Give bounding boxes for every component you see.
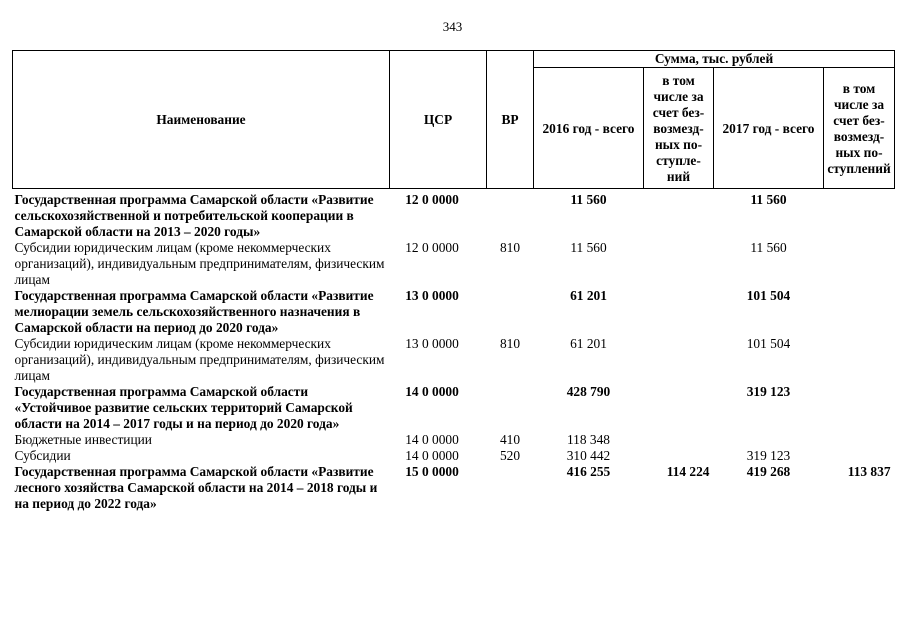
row-2017-total	[714, 432, 824, 448]
header-csr: ЦСР	[390, 51, 487, 189]
table-row	[13, 336, 895, 384]
row-2017-total: 11 560	[750, 192, 787, 207]
row-2016-free	[644, 189, 714, 241]
row-vr	[487, 384, 534, 432]
row-name: Государственная программа Самарской области «Развитие мелиорации земель сельскохозяйственного назначения в Самарской области на период до 2020 года»	[14, 288, 374, 335]
row-vr: 810	[499, 336, 521, 351]
row-2017-total: 101 504	[746, 336, 791, 351]
row-vr: 520	[499, 448, 521, 463]
table-body	[13, 189, 895, 513]
table-row	[13, 288, 895, 336]
row-2016-free	[644, 240, 714, 288]
row-2017-total: 11 560	[750, 240, 787, 255]
row-csr: 12 0 0000	[405, 240, 459, 255]
row-csr: 14 0 0000	[405, 384, 459, 399]
table-row	[13, 384, 895, 432]
row-2016-free	[644, 288, 714, 336]
page-number: 343	[442, 19, 463, 34]
row-2016-total: 61 201	[570, 336, 607, 351]
row-vr	[487, 464, 534, 512]
row-name: Бюджетные инвестиции	[14, 432, 152, 447]
header-2017-total: 2017 год - всего	[714, 68, 824, 189]
header-2017-free: в том числе за счет без-возмезд-ных по-ступлений	[824, 68, 895, 189]
row-2016-total: 428 790	[566, 384, 611, 399]
row-2016-total: 118 348	[566, 432, 611, 447]
table-row	[13, 240, 895, 288]
row-name: Государственная программа Самарской области «Развитие лесного хозяйства Самарской области на 2014 – 2018 годы и на период до 2022 года»	[14, 464, 378, 511]
row-2017-total: 319 123	[746, 448, 791, 463]
table-row	[13, 189, 895, 241]
row-name: Субсидии	[14, 448, 71, 463]
header-name: Наименование	[13, 51, 390, 189]
row-2017-free	[824, 189, 895, 241]
row-2017-free: 113 837	[847, 464, 891, 479]
row-2017-free	[824, 432, 895, 448]
row-2016-free: 114 224	[666, 464, 710, 479]
row-name: Государственная программа Самарской области «Устойчивое развитие сельских территорий Самарской области на 2014 – 2017 годы и на период до 2020 года»	[14, 384, 353, 431]
row-2017-free	[824, 336, 895, 384]
header-2016-total: 2016 год - всего	[534, 68, 644, 189]
row-2016-free	[644, 432, 714, 448]
row-csr: 12 0 0000	[405, 192, 459, 207]
row-2016-total: 61 201	[570, 288, 607, 303]
header-2016-free: в том числе за счет без-возмезд-ных по-ступле-ний	[644, 68, 714, 189]
budget-table	[12, 50, 895, 512]
header-sum: Сумма, тыс. рублей	[534, 51, 895, 68]
row-csr: 13 0 0000	[405, 336, 459, 351]
row-vr: 410	[499, 432, 521, 447]
row-csr: 15 0 0000	[405, 464, 459, 479]
row-2017-total: 419 268	[746, 464, 791, 479]
row-2016-free	[644, 448, 714, 464]
row-name: Субсидии юридическим лицам (кроме некоммерческих организаций), индивидуальным предпринимателям, физическим лицам	[14, 240, 385, 287]
row-2017-total: 319 123	[746, 384, 791, 399]
table-row	[13, 464, 895, 512]
row-vr	[487, 189, 534, 241]
row-csr: 14 0 0000	[405, 448, 459, 463]
row-csr: 14 0 0000	[405, 432, 459, 447]
row-2016-free	[644, 336, 714, 384]
row-vr	[487, 288, 534, 336]
row-2016-total: 11 560	[570, 192, 607, 207]
row-2017-free	[824, 288, 895, 336]
row-2016-total: 310 442	[566, 448, 611, 463]
table-row	[13, 432, 895, 448]
row-2016-total: 416 255	[566, 464, 611, 479]
row-name: Государственная программа Самарской области «Развитие сельскохозяйственной и потребительской кооперации в Самарской области на 2013 – 2020 годы»	[14, 192, 374, 239]
row-2017-free	[824, 240, 895, 288]
row-2017-free	[824, 384, 895, 432]
row-2016-total: 11 560	[570, 240, 607, 255]
header-vr: ВР	[487, 51, 534, 189]
row-vr: 810	[499, 240, 521, 255]
row-csr: 13 0 0000	[405, 288, 459, 303]
row-2017-total: 101 504	[746, 288, 791, 303]
row-name: Субсидии юридическим лицам (кроме некоммерческих организаций), индивидуальным предпринимателям, физическим лицам	[14, 336, 385, 383]
table-row	[13, 448, 895, 464]
row-2017-free	[824, 448, 895, 464]
row-2016-free	[644, 384, 714, 432]
